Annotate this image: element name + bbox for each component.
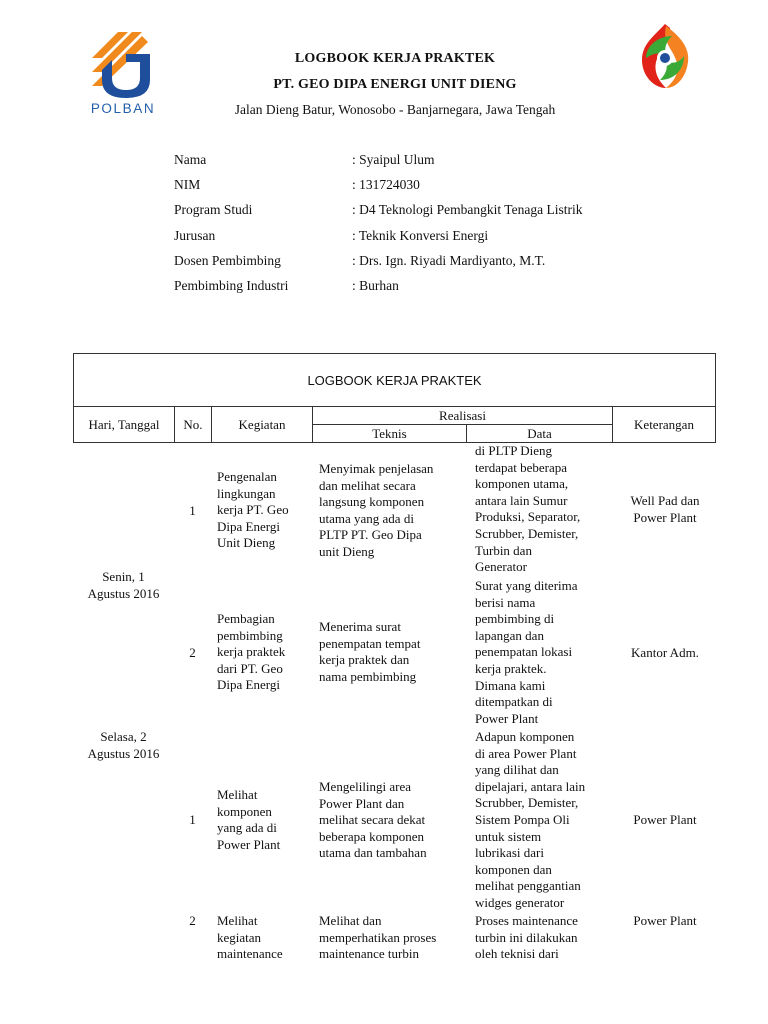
row-teknis: Menyimak penjelasan dan melihat secara langsung komponen utama yang ada di PLTP PT. Geo Dipa unit Dieng	[319, 461, 434, 559]
row-no: 1	[189, 503, 196, 518]
row-kegiatan: Melihat komponen yang ada di Power Plant	[217, 787, 281, 852]
row-keterangan: Kantor Adm.	[631, 645, 699, 660]
col-header-keterangan: Keterangan	[613, 407, 716, 443]
table-body	[73, 443, 715, 1024]
info-label: NIM	[174, 177, 201, 193]
company-name: PT. GEO DIPA ENERGI UNIT DIENG	[273, 77, 517, 92]
geo-dipa-logo-icon	[636, 22, 694, 92]
row-data: Proses maintenance turbin ini dilakukan oleh teknisi dari	[475, 913, 578, 962]
row-keterangan: Power Plant	[633, 812, 697, 827]
row-no: 2	[189, 645, 196, 660]
info-label: Jurusan	[174, 227, 216, 243]
row-no: 2	[189, 913, 196, 928]
info-label: Program Studi	[174, 202, 253, 218]
info-value: : Syaipul Ulum	[352, 152, 435, 167]
info-label: Pembimbing Industri	[174, 277, 289, 293]
logbook-table	[73, 353, 716, 443]
geo-dipa-logo	[636, 22, 694, 92]
info-value: : Teknik Konversi Energi	[352, 227, 489, 243]
col-header-teknis: Teknis	[313, 425, 467, 443]
row-data: Surat yang diterima berisi nama pembimbing di lapangan dan penempatan lokasi kerja praktek. Dimana kami ditempatkan di Power Plant	[475, 578, 578, 726]
table-title: LOGBOOK KERJA PRAKTEK	[74, 354, 716, 407]
col-header-realisasi: Realisasi	[313, 407, 613, 425]
day-senin: Senin, 1 Agustus 2016	[87, 569, 160, 601]
row-keterangan: Well Pad dan Power Plant	[630, 493, 700, 525]
info-value: : Burhan	[352, 277, 399, 293]
row-keterangan: Power Plant	[633, 913, 697, 928]
row-teknis: Melihat dan memperhatikan proses maintenance turbin	[319, 913, 437, 962]
row-kegiatan: Melihat kegiatan maintenance	[217, 913, 283, 962]
day-selasa: Selasa, 2 Agustus 2016	[87, 729, 160, 761]
row-kegiatan: Pembagian pembimbing kerja praktek dari PT. Geo Dipa Energi	[217, 611, 286, 693]
row-teknis: Mengelilingi area Power Plant dan melihat secara dekat beberapa komponen utama dan tambahan	[319, 779, 427, 861]
col-header-data: Data	[467, 425, 613, 443]
row-teknis: Menerima surat penempatan tempat kerja praktek dan nama pembimbing	[319, 619, 421, 684]
col-header-hari: Hari, Tanggal	[74, 407, 175, 443]
polban-logo-text: POLBAN	[90, 101, 156, 116]
info-label: Dosen Pembimbing	[174, 252, 281, 268]
col-header-kegiatan: Kegiatan	[212, 407, 313, 443]
info-value: : 131724030	[352, 177, 420, 193]
row-kegiatan: Pengenalan lingkungan kerja PT. Geo Dipa Energi Unit Dieng	[217, 469, 289, 551]
col-header-no: No.	[175, 407, 212, 443]
row-data: Adapun komponen di area Power Plant yang dilihat dan dipelajari, antara lain Scrubber, Demister, Sistem Pompa Oli untuk sistem lubrikasi dari komponen dan melihat penggantian widges generator	[475, 729, 586, 910]
document-title: LOGBOOK KERJA PRAKTEK	[294, 51, 496, 66]
info-label: Nama	[174, 152, 207, 167]
row-data: di PLTP Dieng terdapat beberapa komponen utama, antara lain Sumur Produksi, Separator, Scrubber, Demister, Turbin dan Generator	[475, 443, 581, 575]
info-value: : Drs. Ign. Riyadi Mardiyanto, M.T.	[352, 252, 546, 268]
info-value: : D4 Teknologi Pembangkit Tenaga Listrik	[352, 202, 583, 218]
company-address: Jalan Dieng Batur, Wonosobo - Banjarnegara, Jawa Tengah	[234, 102, 556, 117]
row-no: 1	[189, 812, 196, 827]
